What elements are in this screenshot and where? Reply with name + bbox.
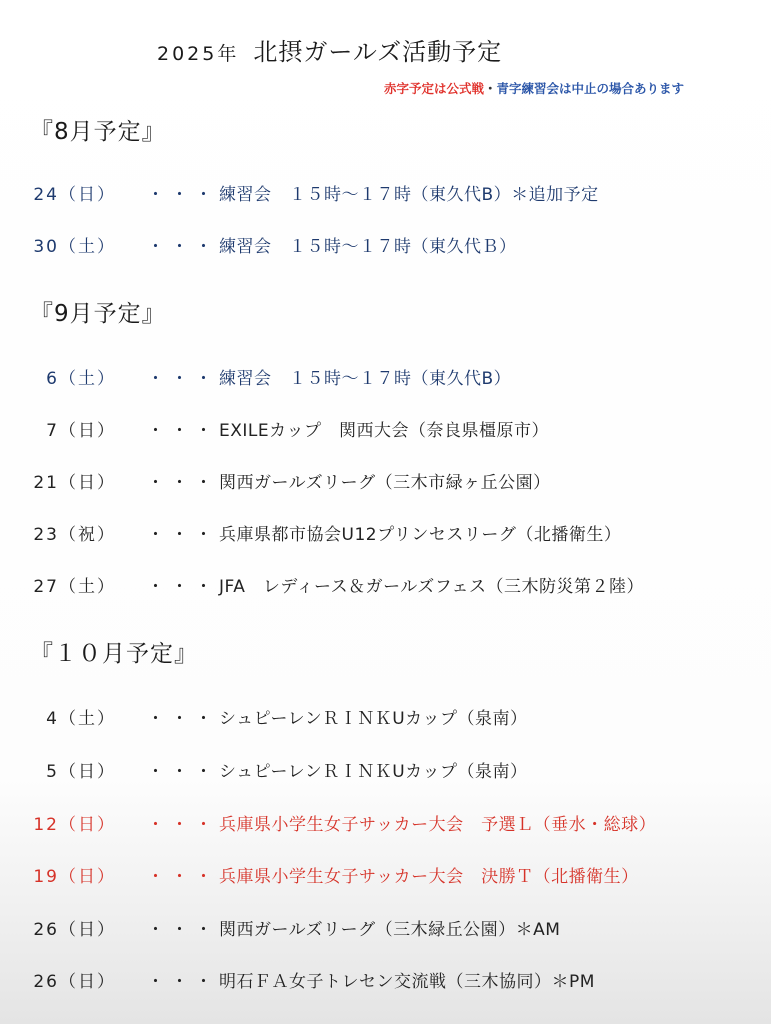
- event-date: 7（日）: [46, 421, 116, 441]
- event-description: 兵庫県小学生女子サッカー大会 決勝Ｔ（北播衛生）: [219, 867, 639, 887]
- event-date: 23（祝）: [33, 525, 116, 545]
- event-dots: ・・・: [147, 473, 219, 493]
- event-description: 関西ガールズリーグ（三木緑丘公園）＊AM: [219, 920, 561, 940]
- event-dots: ・・・: [147, 185, 219, 205]
- event-dots: ・・・: [147, 920, 219, 940]
- legend-blue-note: 青字練習会は中止の場合あります: [496, 81, 685, 96]
- event-row: [0, 468, 771, 498]
- event-row: [0, 416, 771, 446]
- event-dots: ・・・: [147, 762, 219, 782]
- event-dots: ・・・: [147, 577, 219, 597]
- event-row: [0, 232, 771, 262]
- event-dots: ・・・: [147, 369, 219, 389]
- event-description: 練習会 １５時～１７時（東久代B）: [219, 369, 512, 389]
- legend-note: [384, 79, 684, 97]
- page-title: [157, 32, 502, 67]
- event-dots: ・・・: [147, 709, 219, 729]
- event-date: 26（日）: [33, 972, 116, 992]
- event-date: 27（土）: [33, 577, 116, 597]
- event-date: 24（日）: [33, 185, 116, 205]
- event-date: 4（土）: [46, 709, 116, 729]
- event-row: [0, 572, 771, 602]
- legend-red-note: 赤字予定は公式戦: [384, 81, 485, 96]
- event-dots: ・・・: [147, 525, 219, 545]
- event-description: 明石ＦＡ女子トレセン交流戦（三木協同）＊PM: [219, 972, 595, 992]
- event-date: 12（日）: [33, 815, 116, 835]
- section-title-august: 『8月予定』: [30, 119, 166, 145]
- event-date: 5（日）: [46, 762, 116, 782]
- event-row: [0, 967, 771, 997]
- event-row: [0, 180, 771, 210]
- event-dots: ・・・: [147, 421, 219, 441]
- event-description: 練習会 １５時～１７時（東久代Ｂ）: [219, 237, 517, 257]
- event-description: 練習会 １５時～１７時（東久代B）＊追加予定: [219, 185, 599, 205]
- event-dots: ・・・: [147, 237, 219, 257]
- event-dots: ・・・: [147, 972, 219, 992]
- event-dots: ・・・: [147, 867, 219, 887]
- event-date: 30（土）: [33, 237, 116, 257]
- event-date: 21（日）: [33, 473, 116, 493]
- event-description: シュピーレンＲＩＮＫUカップ（泉南）: [219, 762, 528, 782]
- event-row: [0, 757, 771, 787]
- event-dots: ・・・: [147, 815, 219, 835]
- event-description: シュピーレンＲＩＮＫUカップ（泉南）: [219, 709, 528, 729]
- section-title-september: 『9月予定』: [30, 301, 166, 327]
- event-date: 6（土）: [46, 369, 116, 389]
- section-title-october: 『１０月予定』: [30, 641, 198, 667]
- event-description: 兵庫県小学生女子サッカー大会 予選Ｌ（垂水・総球）: [219, 815, 657, 835]
- event-description: EXILEカップ 関西大会（奈良県橿原市）: [219, 421, 549, 441]
- legend-separator: ・: [484, 81, 497, 96]
- event-description: 兵庫県都市協会U12プリンセスリーグ（北播衛生）: [219, 525, 622, 545]
- event-description: JFA レディース＆ガールズフェス（三木防災第２陸）: [219, 577, 644, 597]
- event-row: [0, 862, 771, 892]
- event-description: 関西ガールズリーグ（三木市緑ヶ丘公園）: [219, 473, 551, 493]
- event-row: [0, 810, 771, 840]
- title-year: 2025年: [157, 43, 240, 65]
- event-date: 19（日）: [33, 867, 116, 887]
- event-row: [0, 364, 771, 394]
- event-row: [0, 704, 771, 734]
- event-row: [0, 520, 771, 550]
- event-row: [0, 915, 771, 945]
- event-date: 26（日）: [33, 920, 116, 940]
- title-text: 北摂ガールズ活動予定: [253, 38, 503, 66]
